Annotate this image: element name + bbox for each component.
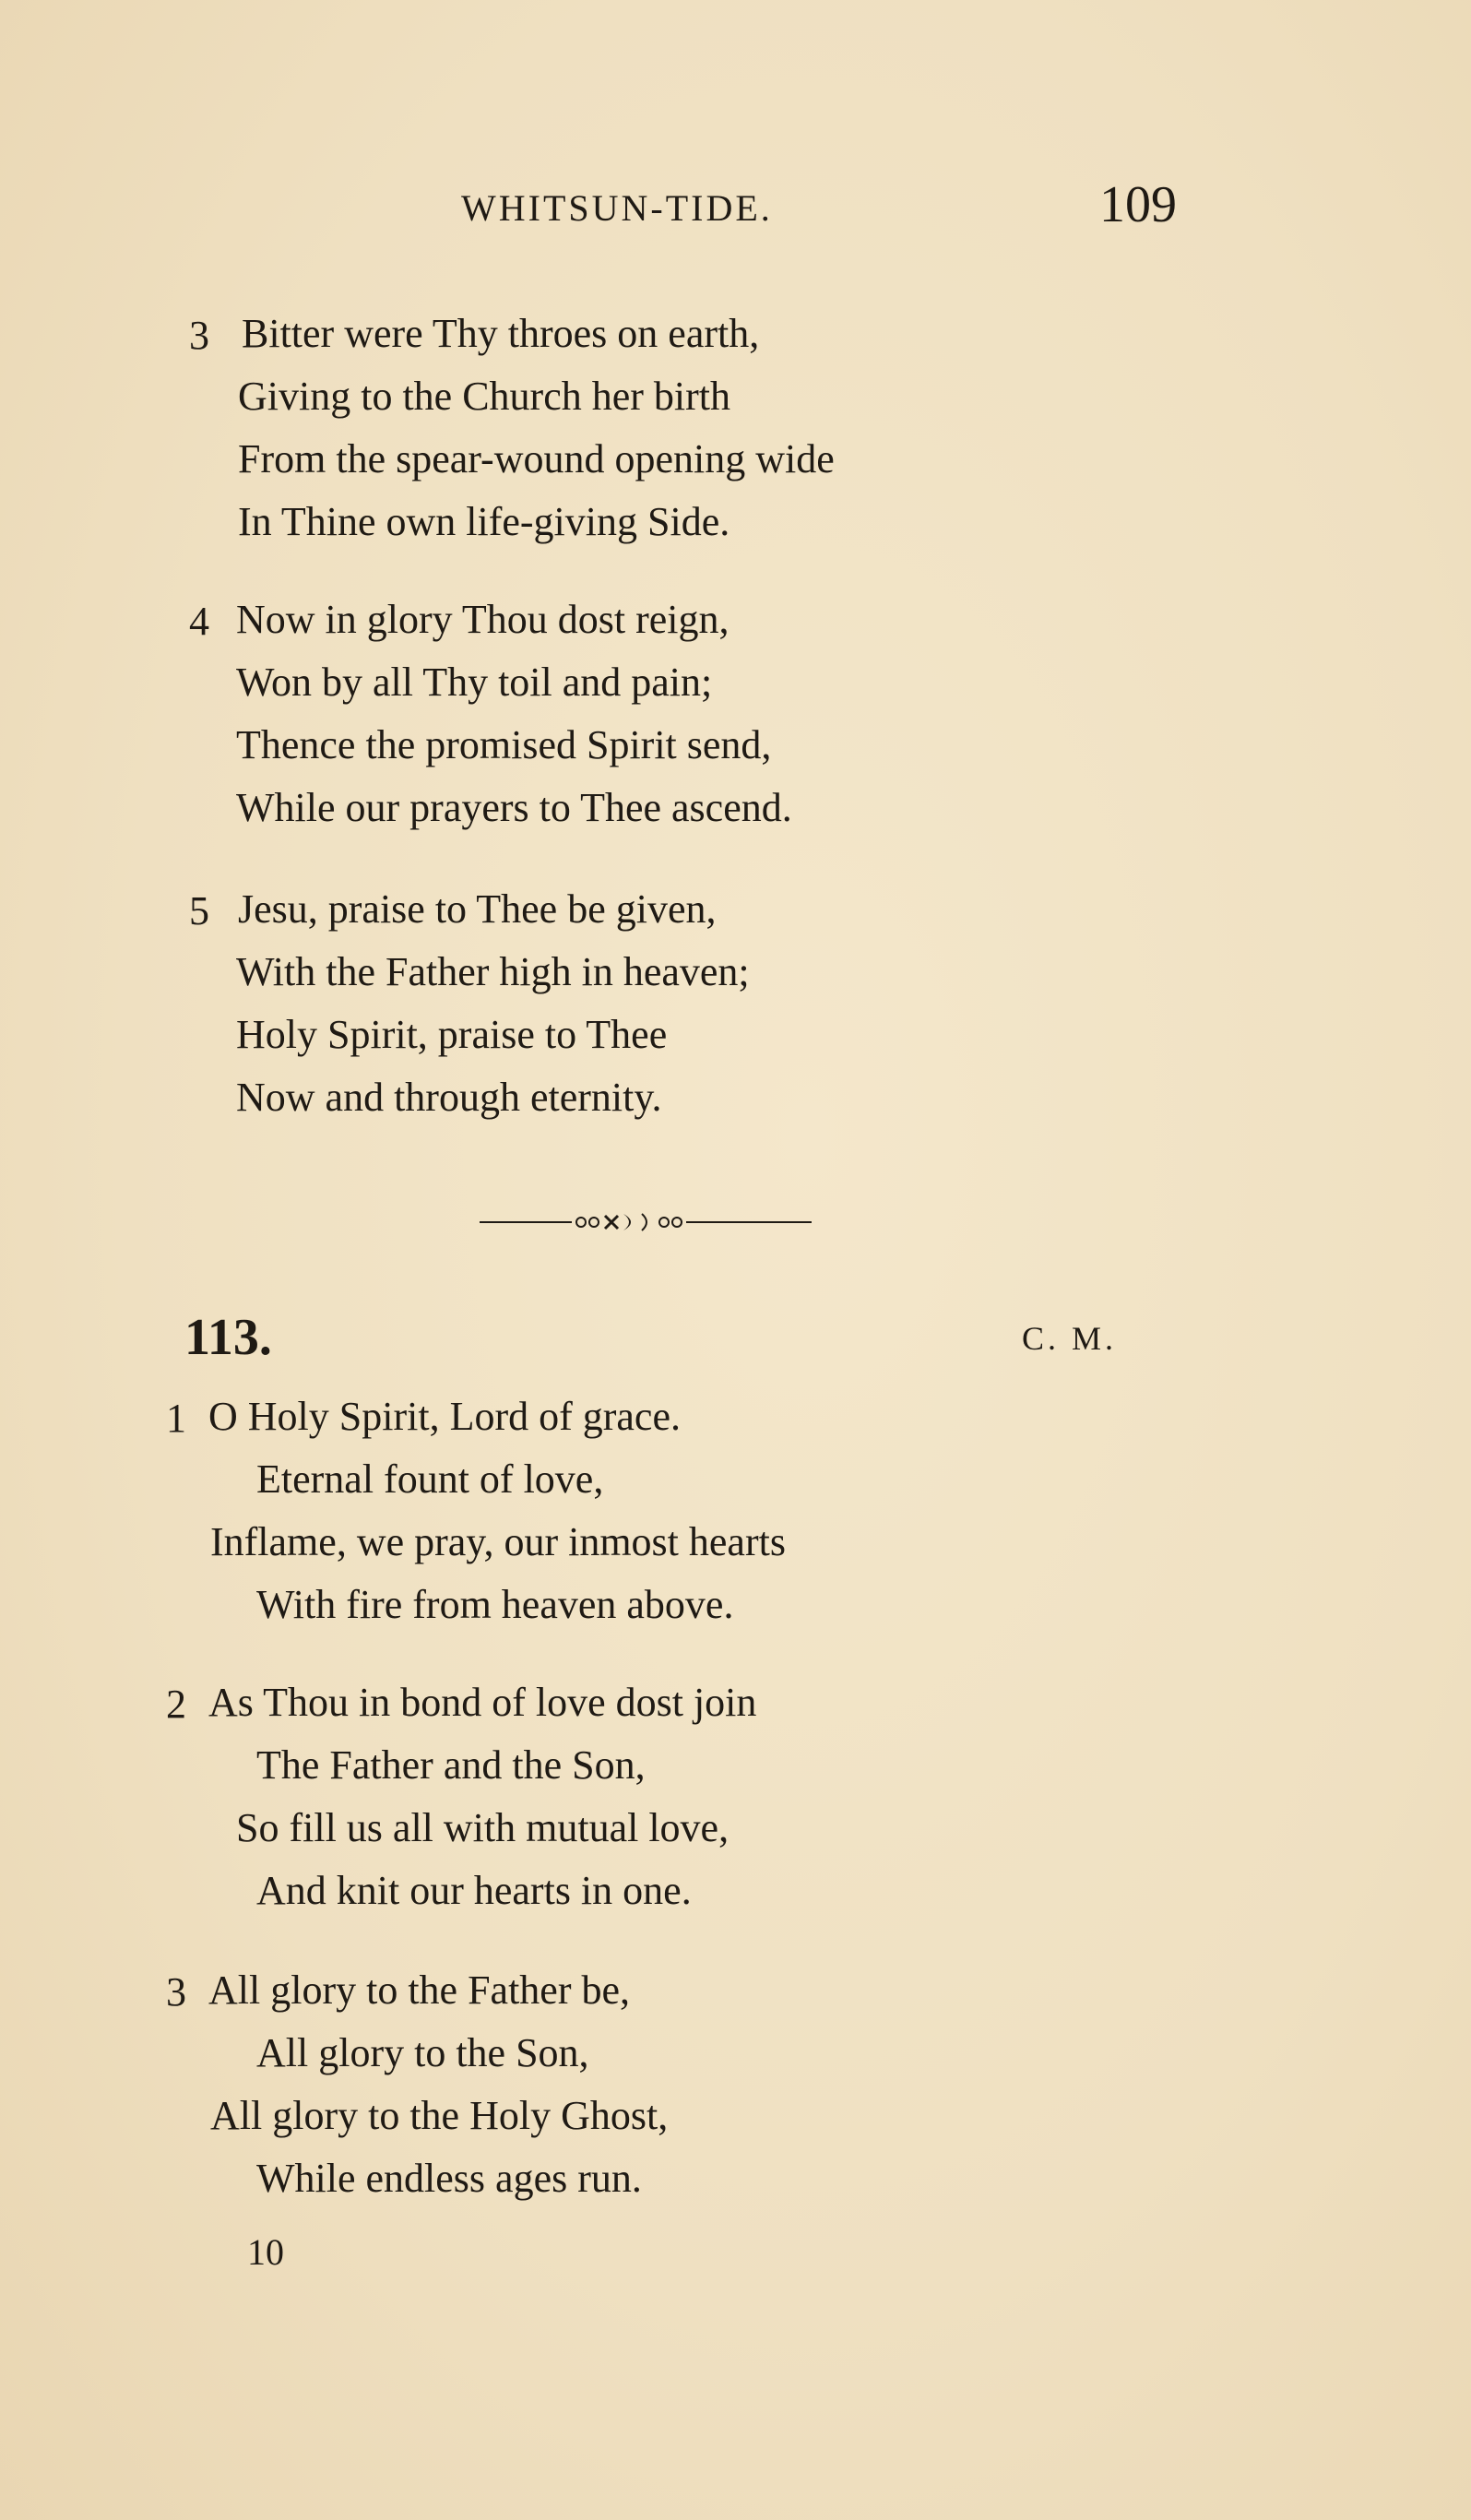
verse-line: While our prayers to Thee ascend. (236, 785, 792, 830)
ornament-divider (480, 1208, 812, 1236)
verse-line: O Holy Spirit, Lord of grace. (208, 1394, 681, 1439)
stanza-number: 1 (166, 1396, 186, 1441)
verse-line: As Thou in bond of love dost join (208, 1680, 757, 1725)
verse-line: And knit our hearts in one. (256, 1868, 692, 1913)
verse-line: With fire from heaven above. (256, 1582, 734, 1627)
stanza-number: 2 (166, 1682, 186, 1727)
page-number: 109 (1099, 176, 1177, 233)
verse-line: From the spear-wound opening wide (238, 436, 835, 481)
verse-line: All glory to the Father be, (208, 1967, 631, 2013)
verse-line: Holy Spirit, praise to Thee (236, 1012, 668, 1057)
verse-line: Jesu, praise to Thee be given, (238, 886, 717, 932)
verse-line: Won by all Thy toil and pain; (236, 660, 713, 705)
stanza-number: 3 (166, 1969, 186, 2015)
hymn-meter: C. M. (1022, 1320, 1118, 1357)
signature-mark: 10 (247, 2231, 284, 2273)
verse-line: Now and through eternity. (236, 1075, 662, 1120)
verse-line: All glory to the Son, (256, 2030, 589, 2075)
verse-line: All glory to the Holy Ghost, (210, 2093, 669, 2138)
running-head (0, 175, 1471, 240)
running-title: WHITSUN-TIDE. (461, 187, 773, 229)
hymn-number: 113. (184, 1309, 272, 1366)
verse-line: Eternal fount of love, (256, 1456, 604, 1502)
stanza-number: 5 (189, 888, 209, 933)
verse-line: With the Father high in heaven; (236, 949, 750, 994)
verse-line: So fill us all with mutual love, (236, 1805, 730, 1850)
verse-line: Giving to the Church her birth (238, 374, 731, 419)
verse-line: In Thine own life-giving Side. (238, 499, 730, 544)
verse-line: While endless ages run. (256, 2156, 642, 2201)
verse-line: Now in glory Thou dost reign, (236, 597, 730, 642)
stanza-number: 3 (189, 313, 209, 358)
stanza-number: 4 (189, 599, 209, 644)
verse-line: The Father and the Son, (256, 1742, 646, 1788)
verse-line: Inflame, we pray, our inmost hearts (210, 1519, 786, 1564)
verse-line: Bitter were Thy throes on earth, (242, 311, 760, 356)
verse-line: Thence the promised Spirit send, (236, 722, 772, 767)
